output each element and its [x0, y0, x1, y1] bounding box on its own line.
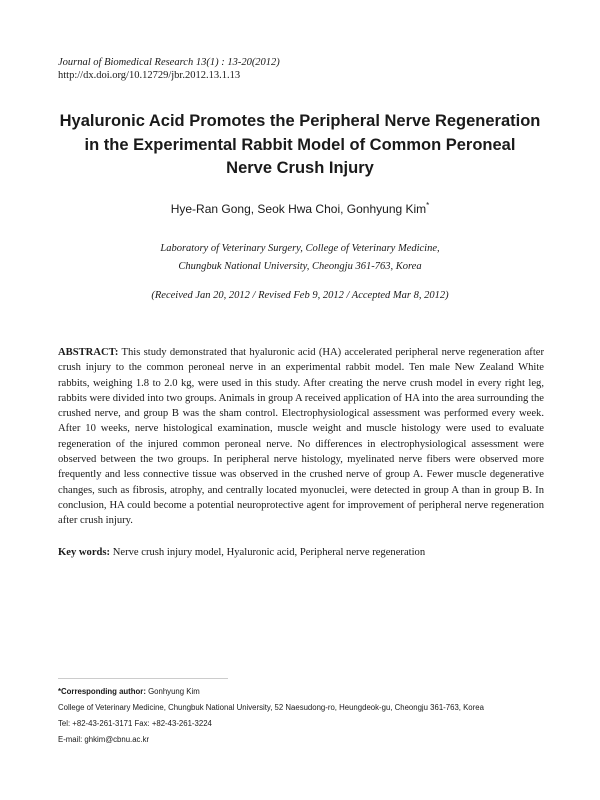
- corresponding-phone: Tel: +82-43-261-3171 Fax: +82-43-261-3224: [58, 719, 212, 728]
- title-line: in the Experimental Rabbit Model of Common Peroneal: [84, 135, 516, 154]
- corresponding-name: Gonhyung Kim: [148, 687, 200, 696]
- author-names: Hye-Ran Gong, Seok Hwa Choi, Gonhyung Kim: [170, 202, 427, 216]
- title-line: Hyaluronic Acid Promotes the Peripheral Nerve Regeneration: [59, 112, 541, 130]
- corresponding-address: College of Veterinary Medicine, Chungbuk National University, 52 Naesudong-ro, Heungdeok-gu, Cheongju 361-763, Korea: [58, 703, 484, 712]
- paper-title: [40, 110, 560, 181]
- affiliation-line: Laboratory of Veterinary Surgery, College of Veterinary Medicine,: [160, 243, 440, 254]
- keywords-text: Nerve crush injury model, Hyaluronic acid, Peripheral nerve regeneration: [112, 547, 426, 558]
- corresponding-email[interactable]: E-mail: ghkim@cbnu.ac.kr: [58, 735, 150, 744]
- corresponding-mark: *: [426, 201, 430, 210]
- doi-link[interactable]: http://dx.doi.org/10.12729/jbr.2012.13.1.13: [58, 70, 241, 81]
- keywords-label: Key words:: [58, 547, 111, 558]
- author-list: [40, 201, 560, 216]
- abstract-label: ABSTRACT:: [58, 347, 119, 358]
- affiliation: [40, 240, 560, 276]
- journal-citation: Journal of Biomedical Research 13(1) : 13-20(2012): [58, 57, 280, 68]
- abstract: [58, 345, 544, 529]
- corresponding-label: *Corresponding author:: [58, 687, 146, 696]
- correspondence-footnote: [58, 684, 558, 748]
- journal-header: [58, 56, 280, 82]
- abstract-text: This study demonstrated that hyaluronic acid (HA) accelerated peripheral nerve regeneration after crush injury to the common peroneal nerve in an experimental rabbit model. Ten male New Zealand White rabbits, weighing 1.8 to 2.0 kg, were used in this study. After creating the nerve crush model in every right leg, rabbits were divided into two groups. Animals in group A received application of HA into the area surrounding the crushed nerve, and group B was the sham control. Electrophysiological assessment was performed every week. After 10 weeks, nerve histological examination, muscle weight and muscle histology were used to evaluate regeneration of the injured common peroneal nerve. No differences in electrophysiological assessment were observed between the two groups. In peripheral nerve histology, myelinated nerve fibers were observed more frequently and less connective tissue was observed in the crushed nerve of group A. Fewer muscle degenerative changes, such as fibrosis, atrophy, and centrally located myonuclei, were detected in group A than in group B. In conclusion, HA could become a potential neuroprotective agent for improvement of peripheral nerve regeneration after crush injury.: [58, 347, 544, 527]
- title-line: Nerve Crush Injury: [226, 159, 374, 177]
- affiliation-line: Chungbuk National University, Cheongju 361-763, Korea: [178, 261, 422, 272]
- submission-dates: (Received Jan 20, 2012 / Revised Feb 9, 2012 / Accepted Mar 8, 2012): [151, 290, 449, 301]
- footnote-divider: [58, 678, 228, 679]
- keywords: [58, 545, 544, 560]
